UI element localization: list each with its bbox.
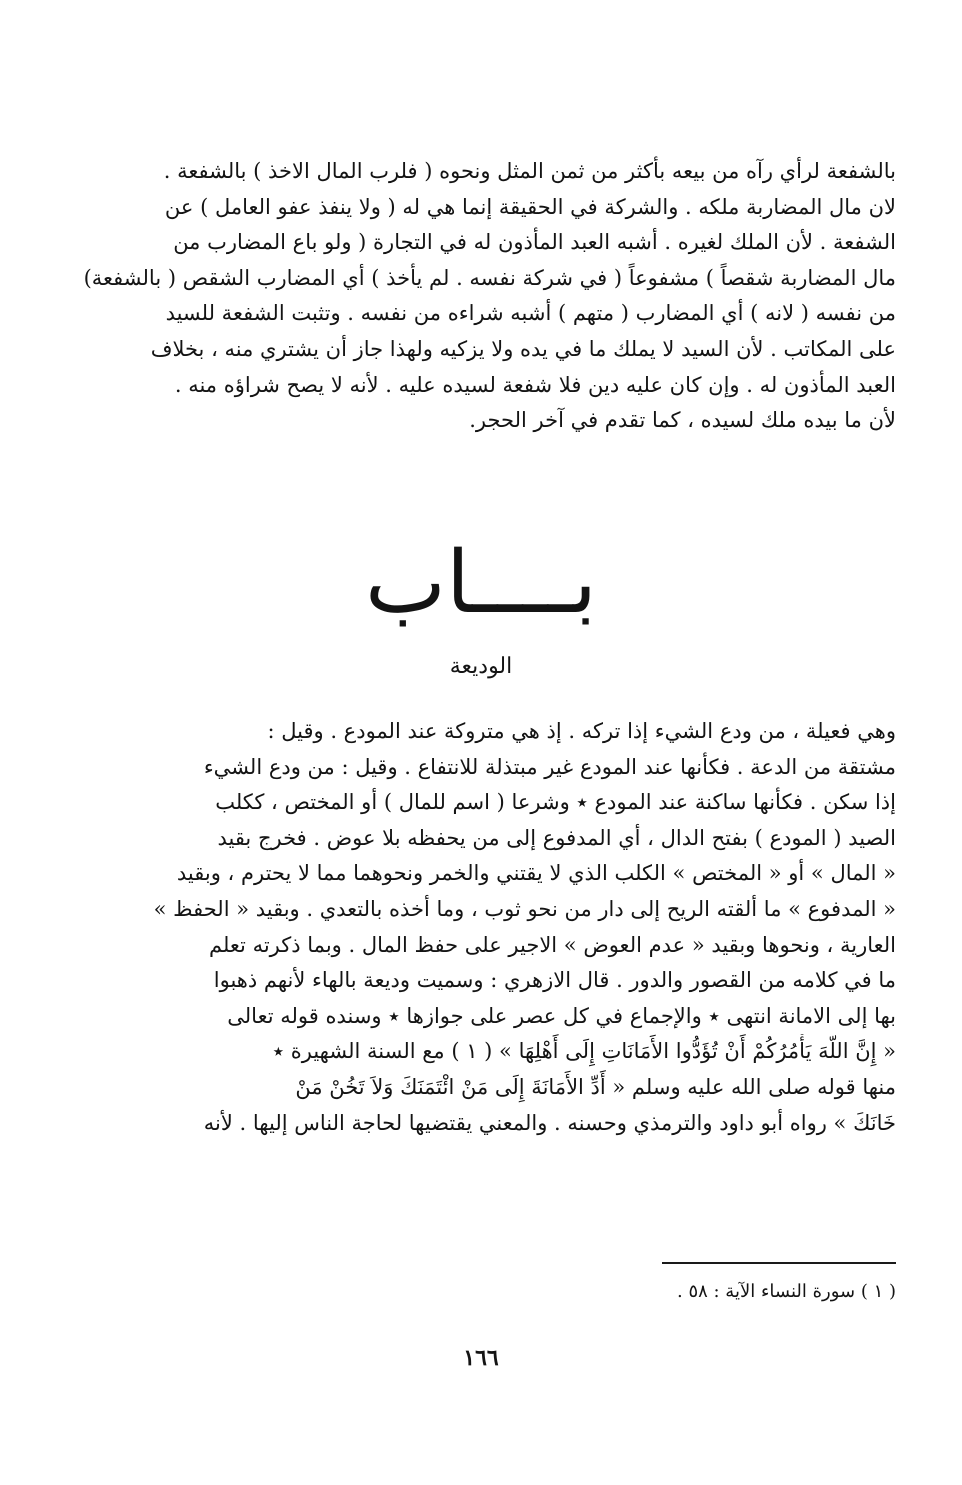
text-line: مشتقة من الدعة . فكأنها عند المودع غير مبتذلة للانتفاع . وقيل : من ودع الشيء [203, 754, 896, 779]
text-line: « المال » أو « المختص » الكلب الذي لا يقتني والخمر ونحوهما مما لا يحترم ، وبقيد [176, 861, 896, 886]
text-line: بالشفعة لرأي رآه من بيعه بأكثر من ثمن المثل ونحوه ( فلرب المال الاخذ ) بالشفعة . [163, 159, 896, 183]
text-line: منها قوله صلى الله عليه وسلم « أَدِّ الأَمَانَةَ إِلَى مَنْ ائْتَمَنَكَ وَلاَ تَخُنْ مَنْ [295, 1074, 896, 1099]
text-line: لان مال المضاربة ملكه . والشركة في الحقيقة إنما هي له ( ولا ينفذ عفو العامل ) عن [164, 194, 896, 219]
text-line: « المدفوع » ما ألقته الريح إلى دار من نحو ثوب ، وما أخذه بالتعدي . وبقيد « الحفظ » [153, 896, 896, 921]
section-subtitle: الوديعة [449, 654, 513, 679]
text-line: لأن ما بيده ملك لسيده ، كما تقدم في آخر الحجر. [469, 408, 896, 433]
text-line: العارية ، ونحوها وبقيد « عدم العوض » الاجير على حفظ المال . وبما ذكرته تعلم [208, 932, 896, 957]
main-paragraph [60, 714, 896, 1141]
text-line: العبد المأذون له . وإن كان عليه دين فلا شفعة لسيده عليه . لأنه لا يصح شراؤه منه . [174, 372, 896, 397]
text-line: الصيد ( المودع ) بفتح الدال ، أي المدفوع إلى من يحفظه بلا عوض . فخرج بقيد [217, 825, 896, 850]
text-line: على المكاتب . لأن السيد لا يملك ما في يده ولا يزكيه ولهذا جاز أن يشتري منه ، بخلاف [150, 336, 896, 361]
footnote: ( ١ ) سورة النساء الآية : ٥٨ . [677, 1281, 896, 1302]
page-number: ١٦٦ [463, 1345, 499, 1371]
text-line: من نفسه ( لانه ) أي المضارب ( متهم ) أشبه شراءه من نفسه . وتثبت الشفعة للسيد [165, 301, 896, 326]
text-line: « إِنَّ اللّهَ يَأْمُرُكُمْ أَنْ تُؤَدُّوا الأَمَانَاتِ إِلَى أَهْلِهَا » ( ١ ) مع السنة الشهيرة ٭ [272, 1039, 896, 1064]
text-line: خَانَكَ » رواه أبو داود والترمذي وحسنه . والمعني يقتضيها لحاجة الناس إليها . لأنه [203, 1110, 896, 1135]
text-line: بها إلى الامانة انتهى ٭ والإجماع في كل عصر على جوازها ٭ وسنده قوله تعالى [227, 1003, 896, 1028]
chapter-heading: بــــاب [365, 533, 597, 633]
text-line: ما في كلامه من القصور والدور . قال الازهري : وسميت وديعة بالهاء لأنهم ذهبوا [213, 968, 896, 993]
text-line: الشفعة . لأن الملك لغيره . أشبه العبد المأذون له في التجارة ( ولو باع المضارب من [173, 230, 896, 255]
top-paragraph [60, 154, 896, 439]
text-line: إذا سكن . فكأنها ساكنة عند المودع ٭ وشرعا ( اسم للمال ) أو المختص ، ككلب [215, 790, 896, 815]
footnote-divider [662, 1262, 896, 1264]
text-line: وهي فعيلة ، من ودع الشيء إذا تركه . إذ هي متروكة عند المودع . وقيل : [267, 719, 896, 743]
text-line: مال المضاربة شقصاً ) مشفوعاً ( في شركة نفسه . لم يأخذ ) أي المضارب الشقص ( بالشفعة) [83, 265, 896, 290]
